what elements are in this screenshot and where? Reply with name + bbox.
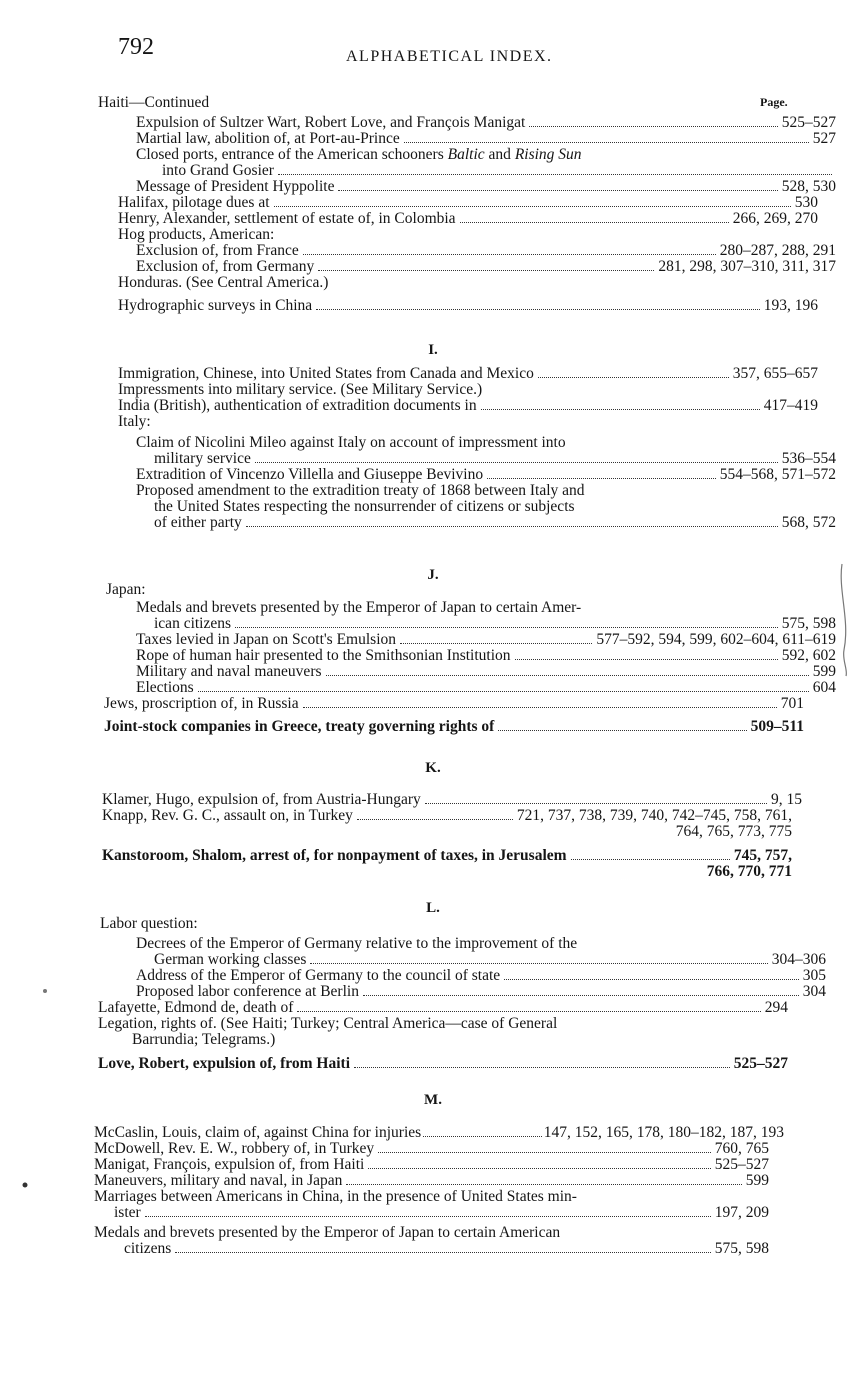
dot-leader [175,1252,710,1253]
index-entry: Legation, rights of. (See Haiti; Turkey; Central America—case of General Barrundia; Telegrams.) [98,1015,558,1048]
dot-leader [274,206,791,207]
index-entry: Martial law, abolition of, at Port-au-Prince 527 [136,130,836,147]
dot-leader [363,995,799,996]
index-entry: Jews, proscription of, in Russia 701 [104,695,804,712]
index-entry: Lafayette, Edmond de, death of 294 [98,999,788,1016]
index-entry: India (British), authentication of extradition documents in 417–419 [118,397,818,414]
dot-leader [278,174,832,175]
index-entry: Medals and brevets presented by the Emperor of Japan to certain American citizens 575, 598 [94,1224,769,1257]
dot-leader [303,707,777,708]
dot-leader [425,803,767,804]
scan-dot-mark [20,1180,30,1190]
index-entry: Extradition of Vincenzo Villella and Giuseppe Bevivino 554–568, 571–572 [136,466,836,483]
page-column-label: Page. [760,95,788,109]
section-letter-k: K. [425,760,441,776]
scan-dot-mark [40,986,50,996]
index-entry: Closed ports, entrance of the American schooners Baltic and Rising Sun into Grand Gosier [98,147,836,179]
index-entry: Love, Robert, expulsion of, from Haiti 525–527 [98,1055,788,1072]
dot-leader [481,409,760,410]
dot-leader [235,627,778,628]
index-entry: Message of President Hyppolite 528, 530 [136,178,836,195]
dot-leader [316,309,760,310]
index-entry: Exclusion of, from France 280–287, 288, 291 [136,242,836,259]
index-entry: Henry, Alexander, settlement of estate of, in Colombia 266, 269, 270 [118,210,818,227]
index-entry: Decrees of the Emperor of Germany relative to the improvement of the German working classes 304–306 [136,935,826,968]
index-entry: Knapp, Rev. G. C., assault on, in Turkey 721, 737, 738, 739, 740, 742–745, 758, 761, 764, 765, 773, 775 [102,807,792,840]
index-entry: Joint-stock companies in Greece, treaty governing rights of 509–511 [104,718,804,735]
dot-leader [515,659,778,660]
dot-leader [538,377,729,378]
dot-leader [487,478,716,479]
index-entry: Address of the Emperor of Germany to the council of state 305 [136,967,826,984]
index-entry: Klamer, Hugo, expulsion of, from Austria-Hungary 9, 15 [102,791,802,808]
dot-leader [318,270,654,271]
index-entry: Proposed amendment to the extradition treaty of 1868 between Italy and the United States respecting the nonsurrender of citizens or subjects of either party 568, 572 [136,482,836,531]
running-header: ALPHABETICAL INDEX. [346,48,553,65]
index-entry: Military and naval maneuvers 599 [136,663,836,680]
dot-leader [338,190,777,191]
dot-leader [255,462,778,463]
index-entry: Maneuvers, military and naval, in Japan 599 [94,1172,769,1189]
index-entry: Manigat, François, expulsion of, from Haiti 525–527 [94,1156,769,1173]
section-letter-i: I. [428,342,438,358]
index-entry: Hog products, American: [118,226,275,243]
index-entry: Labor question: [100,915,198,932]
dot-leader [378,1152,711,1153]
dot-leader [529,126,777,127]
dot-leader [460,222,729,223]
dot-leader [346,1184,741,1185]
dot-leader [246,526,778,527]
index-entry: Elections 604 [136,679,836,696]
dot-leader [303,254,716,255]
dot-leader [404,142,809,143]
dot-leader [368,1168,710,1169]
dot-leader [310,963,767,964]
index-entry: Halifax, pilotage dues at 530 [118,194,818,211]
dot-leader [297,1011,760,1012]
index-entry: Exclusion of, from Germany 281, 298, 307–310, 311, 317 [136,258,836,275]
index-entry: Medals and brevets presented by the Emperor of Japan to certain Amer- ican citizens 575, 598 [136,599,836,632]
index-entry: Italy: [118,413,151,430]
index-entry: Marriages between Americans in China, in the presence of United States min- ister 197, 209 [94,1188,769,1221]
dot-leader [423,1136,542,1137]
dot-leader [354,1067,730,1068]
index-heading: Haiti—Continued [98,94,210,111]
dot-leader [198,691,809,692]
dot-leader [400,643,592,644]
index-entry: Immigration, Chinese, into United States from Canada and Mexico 357, 655–657 [118,365,818,382]
dot-leader [357,819,513,820]
index-entry: Kanstoroom, Shalom, arrest of, for nonpayment of taxes, in Jerusalem 745, 757, 766, 770, 771 [102,847,792,880]
index-entry: Proposed labor conference at Berlin 304 [136,983,826,1000]
index-entry: Honduras. (See Central America.) [118,274,329,291]
index-entry: Impressments into military service. (See Military Service.) [118,381,483,398]
dot-leader [145,1216,711,1217]
index-entry: Claim of Nicolini Mileo against Italy on account of impressment into military service 536–554 [136,434,836,467]
index-entry: Taxes levied in Japan on Scott's Emulsion 577–592, 594, 599, 602–604, 611–619 [136,631,836,648]
index-entry: Hydrographic surveys in China 193, 196 [118,297,818,314]
scan-margin-mark [836,560,856,680]
dot-leader [498,730,746,731]
index-entry: McDowell, Rev. E. W., robbery of, in Turkey 760, 765 [94,1140,769,1157]
dot-leader [571,859,730,860]
section-letter-j: J. [427,567,439,583]
index-entry: Rope of human hair presented to the Smithsonian Institution 592, 602 [136,647,836,664]
dot-leader [504,979,799,980]
index-entry: McCaslin, Louis, claim of, against China for injuries 147, 152, 165, 178, 180–182, 187, 193 [94,1124,784,1141]
index-entry: Japan: [106,581,146,598]
dot-leader [326,675,809,676]
section-letter-m: M. [424,1092,442,1108]
index-entry: Expulsion of Sultzer Wart, Robert Love, and François Manigat 525–527 [136,114,836,131]
page-number: 792 [118,34,154,60]
section-letter-l: L. [426,900,440,916]
